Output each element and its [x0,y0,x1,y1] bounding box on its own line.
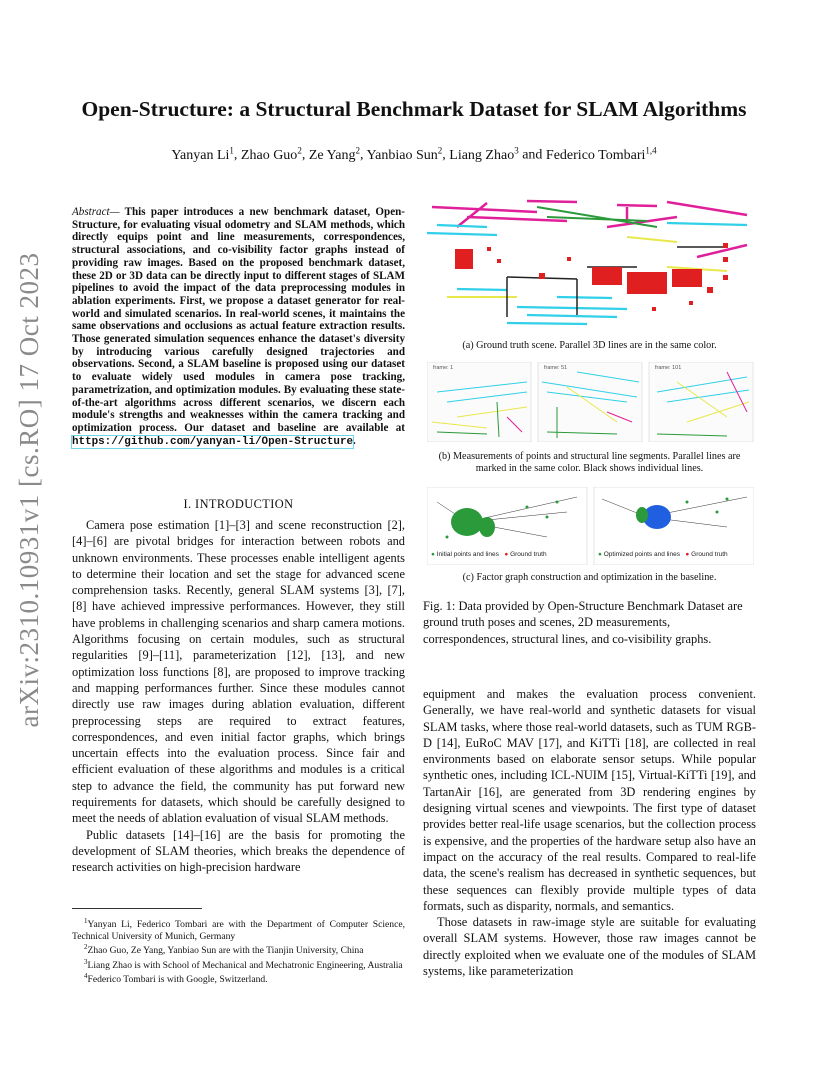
figure-b-measurements [427,362,754,442]
paragraph: Those datasets in raw-image style are suitable for evaluating overall SLAM systems. However, those raw images cannot be directly exploited when we evaluate one of the modules of SLAM systems, like parameterization [423,915,756,979]
measurement-frames-render [427,362,754,442]
author: Federico Tombari$^{1,4}$ [545,145,657,163]
footnote: $^3$Liang Zhao is with School of Mechanical and Mechatronic Engineering, Australia [84,957,403,971]
figure-a-ground-truth-scene [427,197,754,333]
figure-c-factor-graph [427,487,754,565]
paper-title: Open-Structure: a Structural Benchmark Dataset for SLAM Algorithms [81,97,747,121]
github-link[interactable]: https://github.com/yanyan-li/Open-Structure [72,435,354,448]
legend-left: ● Initial points and lines ● Ground truth [431,551,547,558]
author: Zhao Guo$^2$ [240,145,302,163]
figure-caption-c: (c) Factor graph construction and optimization in the baseline. [462,572,717,583]
ground-truth-scene-render [427,197,754,333]
abstract-text: This paper introduces a new benchmark dataset, Open-Structure, for evaluating visual odometry and SLAM methods, which directly equips point and line measurements, correspondences, structural associations, and co-visibility factor graphs instead of providing raw images. Based on the proposed benchmark dataset, these 2D or 3D data can be directly input to different stages of SLAM pipelines to avoid the impact of the data preprocessing modules in ablation experiments. First, we propose a dataset generator for real-world and simulated scenarios. In real-world scenes, it maintains the same observations and occlusions as actual feature extraction results. Those generated simulation sequences enhance the dataset's diversity by introducing various carefully designed trajectories and observations. Second, a SLAM baseline is proposed using our dataset to evaluate widely used modules in camera pose tracking, parametrization, and optimization modules. By evaluating these state-of-the-art algorithms across different scenarios, we discern each module's strengths and weaknesses within the camera tracking and optimization process. Our dataset and baseline are available at [72,206,405,434]
paragraph: Camera pose estimation [1]–[3] and scene reconstruction [2], [4]–[6] are pivotal bridges for interaction between robots and unknown environments. These processes enable intelligent agents to determine their location and set the stage for advanced scene comprehension tasks. Recently, general SLAM systems [3], [7], [8] have achieved impressive performances. However, they still have problems in challenging scenarios and sharp camera motions. Algorithms focusing on certain modules, such as structural regularities [9]–[11], parameterization [12], [13], and new optimization loss functions [8], are proposed to improve tracking and mapping performances further. Since these modules cannot directly use raw images during ablation evaluation, different preprocessing steps are required to extract features, correspondences, and even initial factor graphs, which brings uncertain effects into the evaluation process. Since fair and efficient evaluation of these algorithms and modules is a critical step to advance the field, the community has put forward new requirements for datasets, which should be carefully designed to meet the needs of ablation evaluation of visual SLAM methods. [72,518,405,826]
frame-panel [538,362,642,442]
figure-caption-a: (a) Ground truth scene. Parallel 3D lines are in the same color. [462,340,717,351]
frame-label: frame: 1 [433,365,454,371]
figure-caption-b: (b) Measurements of points and structural line segments. Parallel lines are marked in the same color. Black shows individual lines. [438,451,741,475]
frame-label: frame: 101 [655,365,682,371]
paragraph: equipment and makes the evaluation process convenient. Generally, we have real-world and synthetic datasets for visual SLAM tasks, where those real-world datasets, such as TUM RGB-D [14], EuRoC MAV [17], and KiTTi [18], are collected in real environments based on elaborate sensor setups. While popular synthetic ones, including ICL-NUIM [15], Virtual-KiTTi [19], and TartanAir [16], are generated from 3D rendering engines by designing virtual scenes and viewpoints. The first type of dataset provides better real-life usage scenarios, but the collection process is expensive, and the properties of the hardware setup also have an impact on the accuracy of the real results. Compared to real-life data, the scene's realism has decreased in synthetic sequences, but these sequences can flexibly provide multiple types of data formats, such as disparity, normals, and semantics. [423,687,756,913]
footnote: $^2$Zhao Guo, Ze Yang, Yanbiao Sun are with the Tianjin University, China [84,943,364,957]
footnote: $^1$Yanyan Li, Federico Tombari are with the Department of Computer Science, Technical University of Munich, Germany [72,917,405,942]
figure-main-caption: Fig. 1: Data provided by Open-Structure Benchmark Dataset are ground truth poses and scenes, 2D measurements, correspondences, structural lines, and co-visibility graphs. [423,599,743,646]
author: Yanbiao Sun$^2$ [366,145,443,163]
legend-right: ● Optimized points and lines ● Ground truth [598,551,728,558]
author: Ze Yang$^2$ [308,145,360,163]
paragraph: Public datasets [14]–[16] are the basis for promoting the development of SLAM theories, which breaks the dependence of research activities on high-precision hardware [72,827,405,875]
frame-panel [649,362,753,442]
arxiv-stamp: arXiv:2310.10931v1 [cs.RO] 17 Oct 2023 [14,252,44,728]
intro-body-right [423,686,756,979]
author: Yanyan Li$^1$ [171,145,234,163]
abstract: Abstract— This paper introduces a new benchmark dataset, Open-Structure, for evaluating visual odometry and SLAM methods, which directly equips point and line measurements, correspondences, structural associations, and co-visibility factor graphs instead of providing raw images. Based on the proposed benchmark dataset, these 2D or 3D data can be directly input to different stages of SLAM pipelines to avoid the impact of the data preprocessing modules in ablation experiments. First, we propose a dataset generator for real-world and simulated scenarios. In real-world scenes, it maintains the same observations and occlusions as actual feature extraction results. Those generated simulation sequences enhance the dataset's diversity by introducing various carefully designed trajectories and observations. Second, a SLAM baseline is proposed using our dataset to evaluate widely used modules in camera pose tracking, parametrization, and optimization modules. By evaluating these state-of-the-art algorithms across different scenarios, we discern each module's strengths and weaknesses within the camera tracking and optimization process. Our dataset and baseline are available at https://github.com/yanyan-li/Open-Structure. [72,206,405,448]
footnote-rule [72,908,202,909]
footnote: $^4$Federico Tombari is with Google, Switzerland. [84,972,268,986]
section-heading-introduction: I. INTRODUCTION [183,497,294,511]
abstract-label: Abstract [72,206,110,218]
authors-and: and [522,147,543,163]
frame-panel [427,362,531,442]
frame-label: frame: 51 [544,365,568,371]
author-list: Yanyan Li$^1$, Zhao Guo$^2$, Ze Yang$^2$, Yanbiao Sun$^2$, Liang Zhao$^3$ and Federico Tombari$^{1,4}$ [171,145,657,163]
footnotes [72,916,405,986]
intro-body-left [72,517,405,876]
author: Liang Zhao$^3$ [449,145,519,163]
